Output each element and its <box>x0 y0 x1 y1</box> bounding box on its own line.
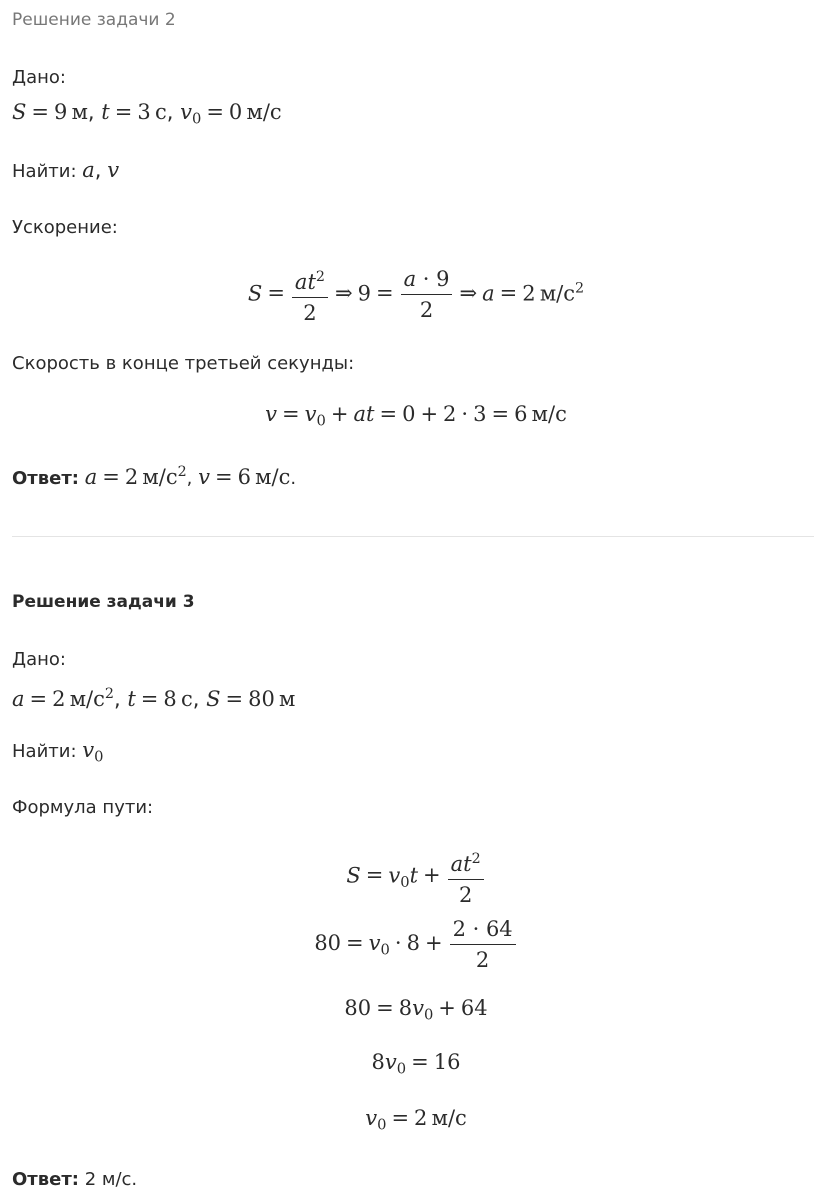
task3-formula-label: Формула пути: <box>12 797 154 818</box>
task2-answer: Ответ: a = 2 $м/с^2$, v = 6 м/с. <box>12 464 297 489</box>
task2-speed-label: Скорость в конце третьей секунды: <box>12 353 355 374</box>
task3-eq5: $v_0 = 2$ м/с <box>365 1106 467 1134</box>
task2-given-label: Дано: <box>12 67 66 88</box>
task3-given-label: Дано: <box>12 649 66 670</box>
task3-answer: Ответ: 2 м/с. <box>12 1169 138 1190</box>
section-divider <box>12 536 814 537</box>
task2-accel-formula: S = $\frac{at^2}{2}$ ⇒ 9 = $\frac{a \cdot 9}{2}$ ⇒ a = 2 $м/с^2$ <box>0 262 816 328</box>
task3-title: Решение задачи 3 <box>12 592 195 612</box>
task2-title: Решение задачи 2 <box>12 10 176 30</box>
task2-given-formula: S = 9 м, t = 3 с, $v_0 = 0$ м/с <box>12 100 282 128</box>
task3-given-formula: a = 2 $м/с^2$, t = 8 с, S = 80 м <box>12 686 296 711</box>
task2-find: Найти: a, v <box>12 158 120 182</box>
task2-accel-label: Ускорение: <box>12 217 118 238</box>
task3-find: Найти: $v_0$ <box>12 738 104 766</box>
task3-eq4: $8v_0 = 16$ <box>371 1050 461 1078</box>
task3-eq2: $80 = v_0 \cdot 8$ + $\frac{2 \cdot 64}{2}$ <box>0 914 816 975</box>
task3-eq3: $80 = 8v_0 + 64$ <box>344 996 488 1024</box>
task3-eq1: $S = v_0t$ + $\frac{at^2}{2}$ <box>0 844 816 910</box>
task2-speed-formula: $v = v_0$ + at = 0 + 2 · 3 = 6 м/с <box>265 402 567 430</box>
